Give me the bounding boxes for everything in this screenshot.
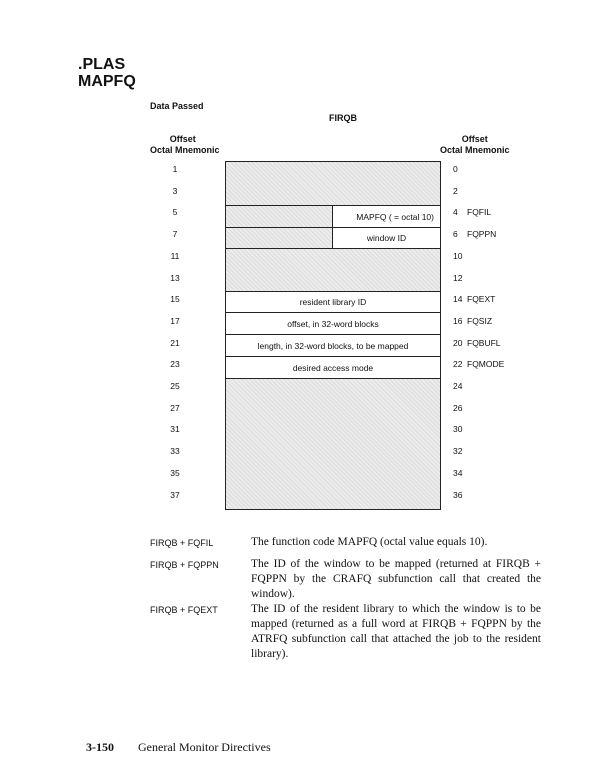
right-mnemonic: FQEXT bbox=[467, 294, 496, 305]
right-header bbox=[440, 134, 510, 156]
left-header-mnemonic: Octal Mnemonic bbox=[150, 145, 220, 155]
directive-class: .PLAS bbox=[78, 56, 126, 73]
right-header-mnemonic: Octal Mnemonic bbox=[440, 145, 510, 155]
right-offset: 20 bbox=[453, 337, 463, 348]
left-offset: 27 bbox=[170, 402, 180, 413]
right-offset: 0 bbox=[453, 164, 458, 174]
right-offset: 22 bbox=[453, 359, 463, 370]
field-window-id: window ID bbox=[332, 227, 441, 249]
left-offset: 23 bbox=[170, 359, 180, 370]
directive-name: MAPFQ bbox=[78, 73, 136, 90]
left-header bbox=[150, 134, 220, 156]
left-offset: 11 bbox=[170, 250, 180, 261]
left-offset: 21 bbox=[170, 337, 180, 348]
field-mapfq: MAPFQ ( = octal 10) bbox=[332, 205, 441, 228]
reserved-block-0 bbox=[225, 161, 441, 206]
field-access-mode: desired access mode bbox=[225, 356, 441, 379]
reserved-block-10 bbox=[225, 248, 441, 292]
reserved-byte-7 bbox=[225, 227, 333, 249]
left-offset: 35 bbox=[170, 467, 180, 478]
left-offset: 5 bbox=[172, 207, 178, 218]
right-offset: 6 bbox=[453, 229, 458, 240]
left-offset: 17 bbox=[170, 315, 180, 326]
right-offset: 2 bbox=[453, 185, 458, 196]
definition-term: FIRQB + FQPPN bbox=[150, 560, 219, 570]
field-offset: offset, in 32-word blocks bbox=[225, 312, 441, 335]
right-offset: 14 bbox=[453, 294, 463, 305]
left-offset: 3 bbox=[172, 185, 178, 196]
right-offset: 16 bbox=[453, 315, 463, 326]
right-offset: 32 bbox=[453, 446, 463, 457]
right-offset: 26 bbox=[453, 402, 463, 413]
left-offset: 37 bbox=[170, 489, 180, 500]
right-offset: 10 bbox=[453, 250, 463, 261]
right-offset: 34 bbox=[453, 467, 463, 478]
page-number: 3-150 bbox=[86, 740, 114, 754]
right-offset: 36 bbox=[453, 489, 463, 500]
footer-title: General Monitor Directives bbox=[138, 740, 271, 754]
definition-text: The function code MAPFQ (octal value equals 10). bbox=[251, 536, 488, 548]
reserved-block-24 bbox=[225, 378, 441, 510]
definition-text: The ID of the window to be mapped (returned at FIRQB + FQPPN by the CRAFQ subfunction call that created the window). bbox=[251, 558, 541, 600]
field-resident-library-id: resident library ID bbox=[225, 291, 441, 313]
right-mnemonic: FQBUFL bbox=[467, 337, 501, 348]
right-header-offset: Offset bbox=[461, 134, 488, 144]
right-mnemonic: FQMODE bbox=[467, 359, 505, 370]
left-offset: 1 bbox=[172, 164, 178, 174]
left-offset: 33 bbox=[170, 446, 180, 457]
right-offset: 30 bbox=[453, 424, 463, 435]
right-mnemonic: FQSIZ bbox=[467, 315, 493, 326]
right-mnemonic: FQFIL bbox=[467, 207, 492, 218]
section-heading: Data Passed bbox=[150, 101, 204, 111]
left-offset: 13 bbox=[170, 272, 180, 283]
left-header-offset: Offset bbox=[169, 134, 196, 144]
right-offset: 12 bbox=[453, 272, 463, 283]
diagram-title: FIRQB bbox=[329, 113, 357, 123]
right-mnemonic: FQPPN bbox=[467, 229, 497, 240]
definition-text: The ID of the resident library to which the window is to be mapped (returned as a full word at FIRQB + FQPPN by the ATRFQ subfunction call that attached the job to the resident library). bbox=[251, 603, 541, 660]
reserved-byte-5 bbox=[225, 205, 333, 228]
right-offset: 24 bbox=[453, 381, 463, 391]
left-offset: 15 bbox=[170, 294, 180, 305]
left-offset: 25 bbox=[170, 381, 180, 391]
definition-term: FIRQB + FQEXT bbox=[150, 605, 218, 615]
field-length: length, in 32-word blocks, to be mapped bbox=[225, 334, 441, 357]
left-offset: 31 bbox=[170, 424, 180, 435]
right-offset: 4 bbox=[453, 207, 458, 218]
left-offset: 7 bbox=[172, 229, 178, 240]
definition-term: FIRQB + FQFIL bbox=[150, 538, 214, 548]
